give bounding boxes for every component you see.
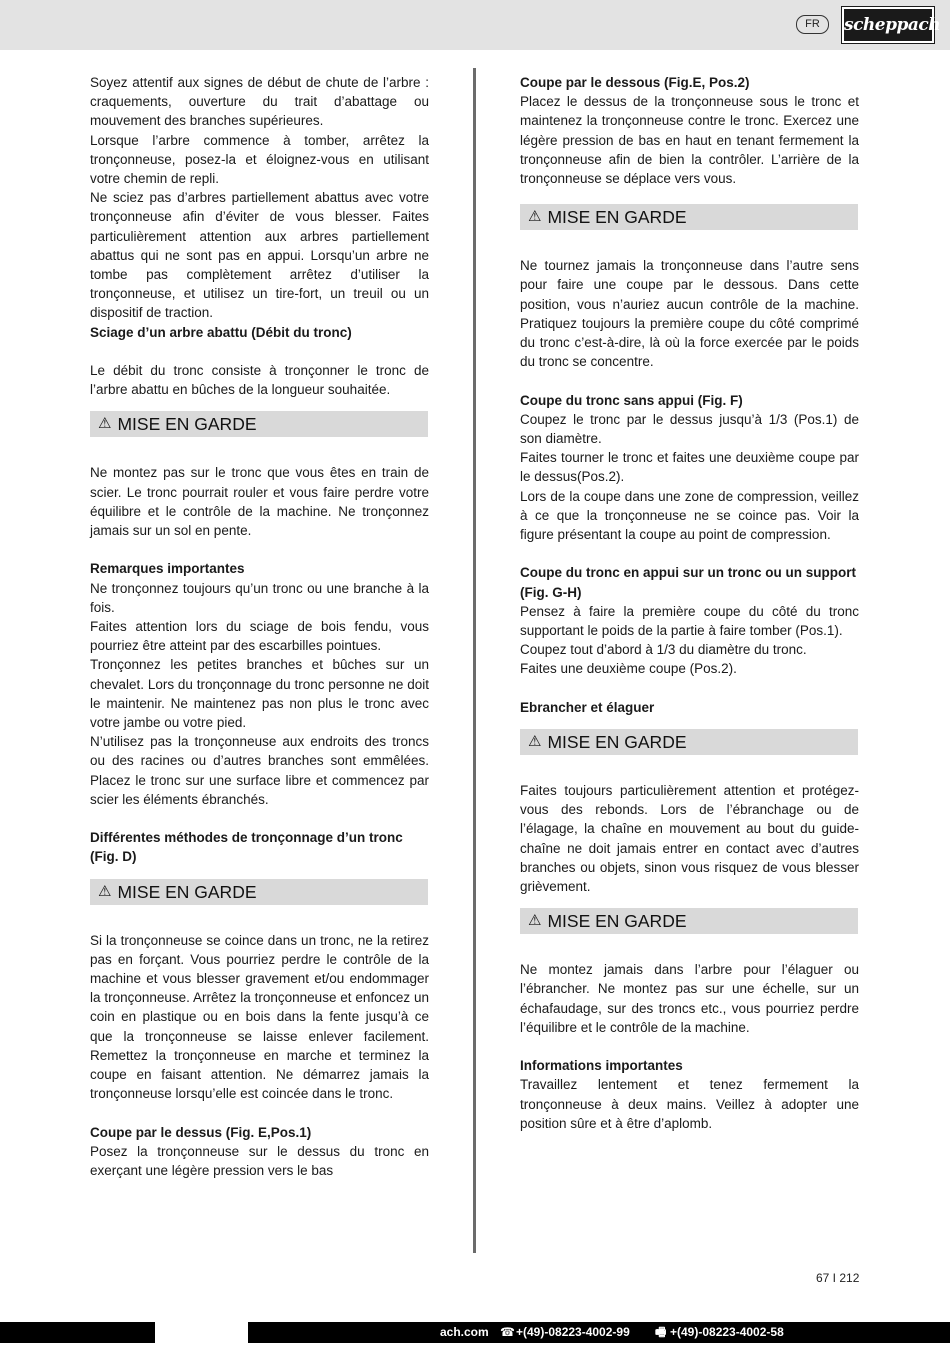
right-column (520, 73, 859, 1133)
paragraph: Soyez attentif aux signes de début de chute de l’arbre : craquements, ouverture du trait d’abattage ou mouvement des branches supérieures. (90, 75, 429, 129)
warning-title: MISE EN GARDE (547, 911, 687, 932)
warning-title: MISE EN GARDE (117, 414, 257, 435)
section-heading: Informations importantes (520, 1058, 683, 1074)
section-heading: Sciage d’un arbre abattu (Débit du tronc) (90, 324, 352, 340)
paragraph: Placez le dessus de la tronçonneuse sous le tronc et maintenez la tronçonneuse contre le tronc. Exercez une légère pression de bas en haut en tenant fermement la tronçonneuse afin de bien la contrôler. L’arrière de la tronçonneuse se déplace vers vous. (520, 94, 859, 187)
warning-title: MISE EN GARDE (117, 881, 257, 902)
footer-bar (0, 1322, 950, 1343)
language-badge: FR (796, 15, 829, 34)
header-bar (0, 0, 950, 50)
warning-icon: ⚠ (98, 882, 112, 900)
footer-phone: +(49)-08223-4002-99 (516, 1325, 630, 1339)
warning-title: MISE EN GARDE (547, 732, 687, 753)
section-heading: Coupe par le dessous (Fig.E, Pos.2) (520, 75, 750, 90)
paragraph: N’utilisez pas la tronçonneuse aux endroits des troncs ou des racines ou d’autres branches sont emmêlées. Placez le tronc sur une surface libre et commencez par scier les éléments ébranchés. (90, 734, 429, 807)
section-heading: Ebrancher et élaguer (520, 699, 655, 715)
warning-box (520, 729, 858, 755)
phone-icon: ☎ (500, 1325, 515, 1339)
section-heading: Différentes méthodes de tronçonnage d’un tronc (Fig. D) (90, 830, 403, 865)
fax-icon: 🖷 (655, 1325, 667, 1339)
paragraph: Lorsque l’arbre commence à tomber, arrêtez la tronçonneuse, posez-la et éloignez-vous en utilisant votre chemin de repli. (90, 132, 429, 187)
paragraph: Coupez le tronc par le dessus jusqu’à 1/3 (Pos.1) de son diamètre. (520, 411, 859, 447)
warning-icon: ⚠ (528, 912, 542, 930)
section-heading: Coupe du tronc sans appui (Fig. F) (520, 392, 743, 408)
paragraph: Faites attention lors du sciage de bois fendu, vous pourriez être atteint par des escarbilles pointues. (90, 619, 429, 654)
section-heading: Remarques importantes (90, 561, 245, 577)
paragraph: Le débit du tronc consiste à tronçonner le tronc de l’arbre abattu en bûches de la longueur souhaitée. (90, 363, 429, 398)
footer-fax: +(49)-08223-4002-58 (670, 1325, 784, 1339)
brand-logo-text: scheppach (844, 15, 941, 35)
left-column (90, 73, 429, 1180)
warning-box (90, 411, 428, 437)
paragraph: Ne tournez jamais la tronçonneuse dans l’autre sens pour faire une coupe par le dessous. Dans cette position, vous n’auriez aucun contrôle de la machine. Pratiquez toujours la première coupe du côté comprimé du tronc c’est-à-dire, là où la force exercée par le poids du tronc se concentre. (520, 258, 859, 370)
brand-logo (842, 7, 941, 43)
paragraph: Pensez à faire la première coupe du côté du tronc supportant le poids de la partie à faire tomber (Pos.1). (520, 603, 859, 639)
paragraph: Faites tourner le tronc et faites une deuxième coupe par le dessus(Pos.2). (520, 450, 859, 485)
footer-website: ach.com (440, 1325, 489, 1339)
section-heading: Coupe par le dessus (Fig. E,Pos.1) (90, 1124, 312, 1140)
paragraph: Ne sciez pas d’arbres partiellement abattus avec votre tronçonneuse afin d’éviter de vous blesser. Faites particulièrement attention aux arbres partiellement abattus qui ne sont pas en appui. Lorsqu’un arbre ne tombe pas complètement arrêtez d’utiliser la tronçonneuse, et utilisez un tire-fort, un treuil ou un dispositif de traction. (90, 190, 429, 321)
paragraph: Travaillez lentement et tenez fermement la tronçonneuse à deux mains. Veillez à adopter une position sûre et à être d’aplomb. (520, 1077, 859, 1131)
paragraph: Posez la tronçonneuse sur le dessus du tronc en exerçant une légère pression vers le bas (90, 1143, 429, 1179)
paragraph: Ne tronçonnez toujours qu’un tronc ou une branche à la fois. (90, 580, 429, 615)
paragraph: Lors de la coupe dans une zone de compression, veillez à ce que la tronçonneuse ne se coince pas. Voir la figure présentant la coupe au point de compression. (520, 488, 859, 543)
column-divider (473, 68, 476, 1253)
paragraph: Tronçonnez les petites branches et bûches sur un chevalet. Lors du tronçonnage du tronc personne ne doit le maintenir. Ne maintenez pas non plus le tronc avec votre jambe ou votre pied. (90, 657, 429, 731)
warning-box (90, 879, 428, 905)
paragraph: Si la tronçonneuse se coince dans un tronc, ne la retirez pas en forçant. Vous pourriez perdre le contrôle de la machine et vous blesser gravement et/ou endommager la tronçonneuse. Arrêtez la tronçonneuse et enfoncez un coin en plastique ou en bois dans la fente jusqu’à ce que la tronçonneuse se laisse enlever facilement. Remettez la tronçonneuse en marche et terminez la coupe en faisant attention. Ne démarrez jamais la tronçonneuse lorsqu’elle est coincée dans le tronc. (90, 932, 429, 1102)
warning-icon: ⚠ (98, 415, 112, 433)
warning-box (520, 204, 858, 230)
warning-title: MISE EN GARDE (547, 207, 687, 228)
paragraph: Faites toujours particulièrement attention et protégez-vous des rebonds. Lors de l’ébranchage ou de l’élagage, la chaîne en mouvement au bout du guide-chaîne ne doit jamais entrer en contact avec d’autres branches ou objets, sinon vous risquez de vous blesser grièvement. (520, 783, 859, 895)
section-heading: Coupe du tronc en appui sur un tronc ou un support (Fig. G-H) (520, 565, 856, 600)
paragraph: Coupez tout d’abord à 1/3 du diamètre du tronc. (520, 642, 807, 658)
page-number: 67 I 212 (816, 1271, 860, 1285)
paragraph: Faites une deuxième coupe (Pos.2). (520, 661, 737, 677)
warning-box (520, 908, 858, 934)
paragraph: Ne montez pas sur le tronc que vous êtes en train de scier. Le tronc pourrait rouler et vous faire perdre votre équilibre et le contrôle de la machine. Ne tronçonnez jamais sur un sol en pente. (90, 465, 429, 539)
paragraph: Ne montez jamais dans l’arbre pour l’élaguer ou l’ébrancher. Ne montez pas sur une échelle, sur un échafaudage, sur des troncs etc., vous pourriez perdre l’équilibre et le contrôle de la machine. (520, 962, 859, 1035)
warning-icon: ⚠ (528, 208, 542, 226)
warning-icon: ⚠ (528, 733, 542, 751)
